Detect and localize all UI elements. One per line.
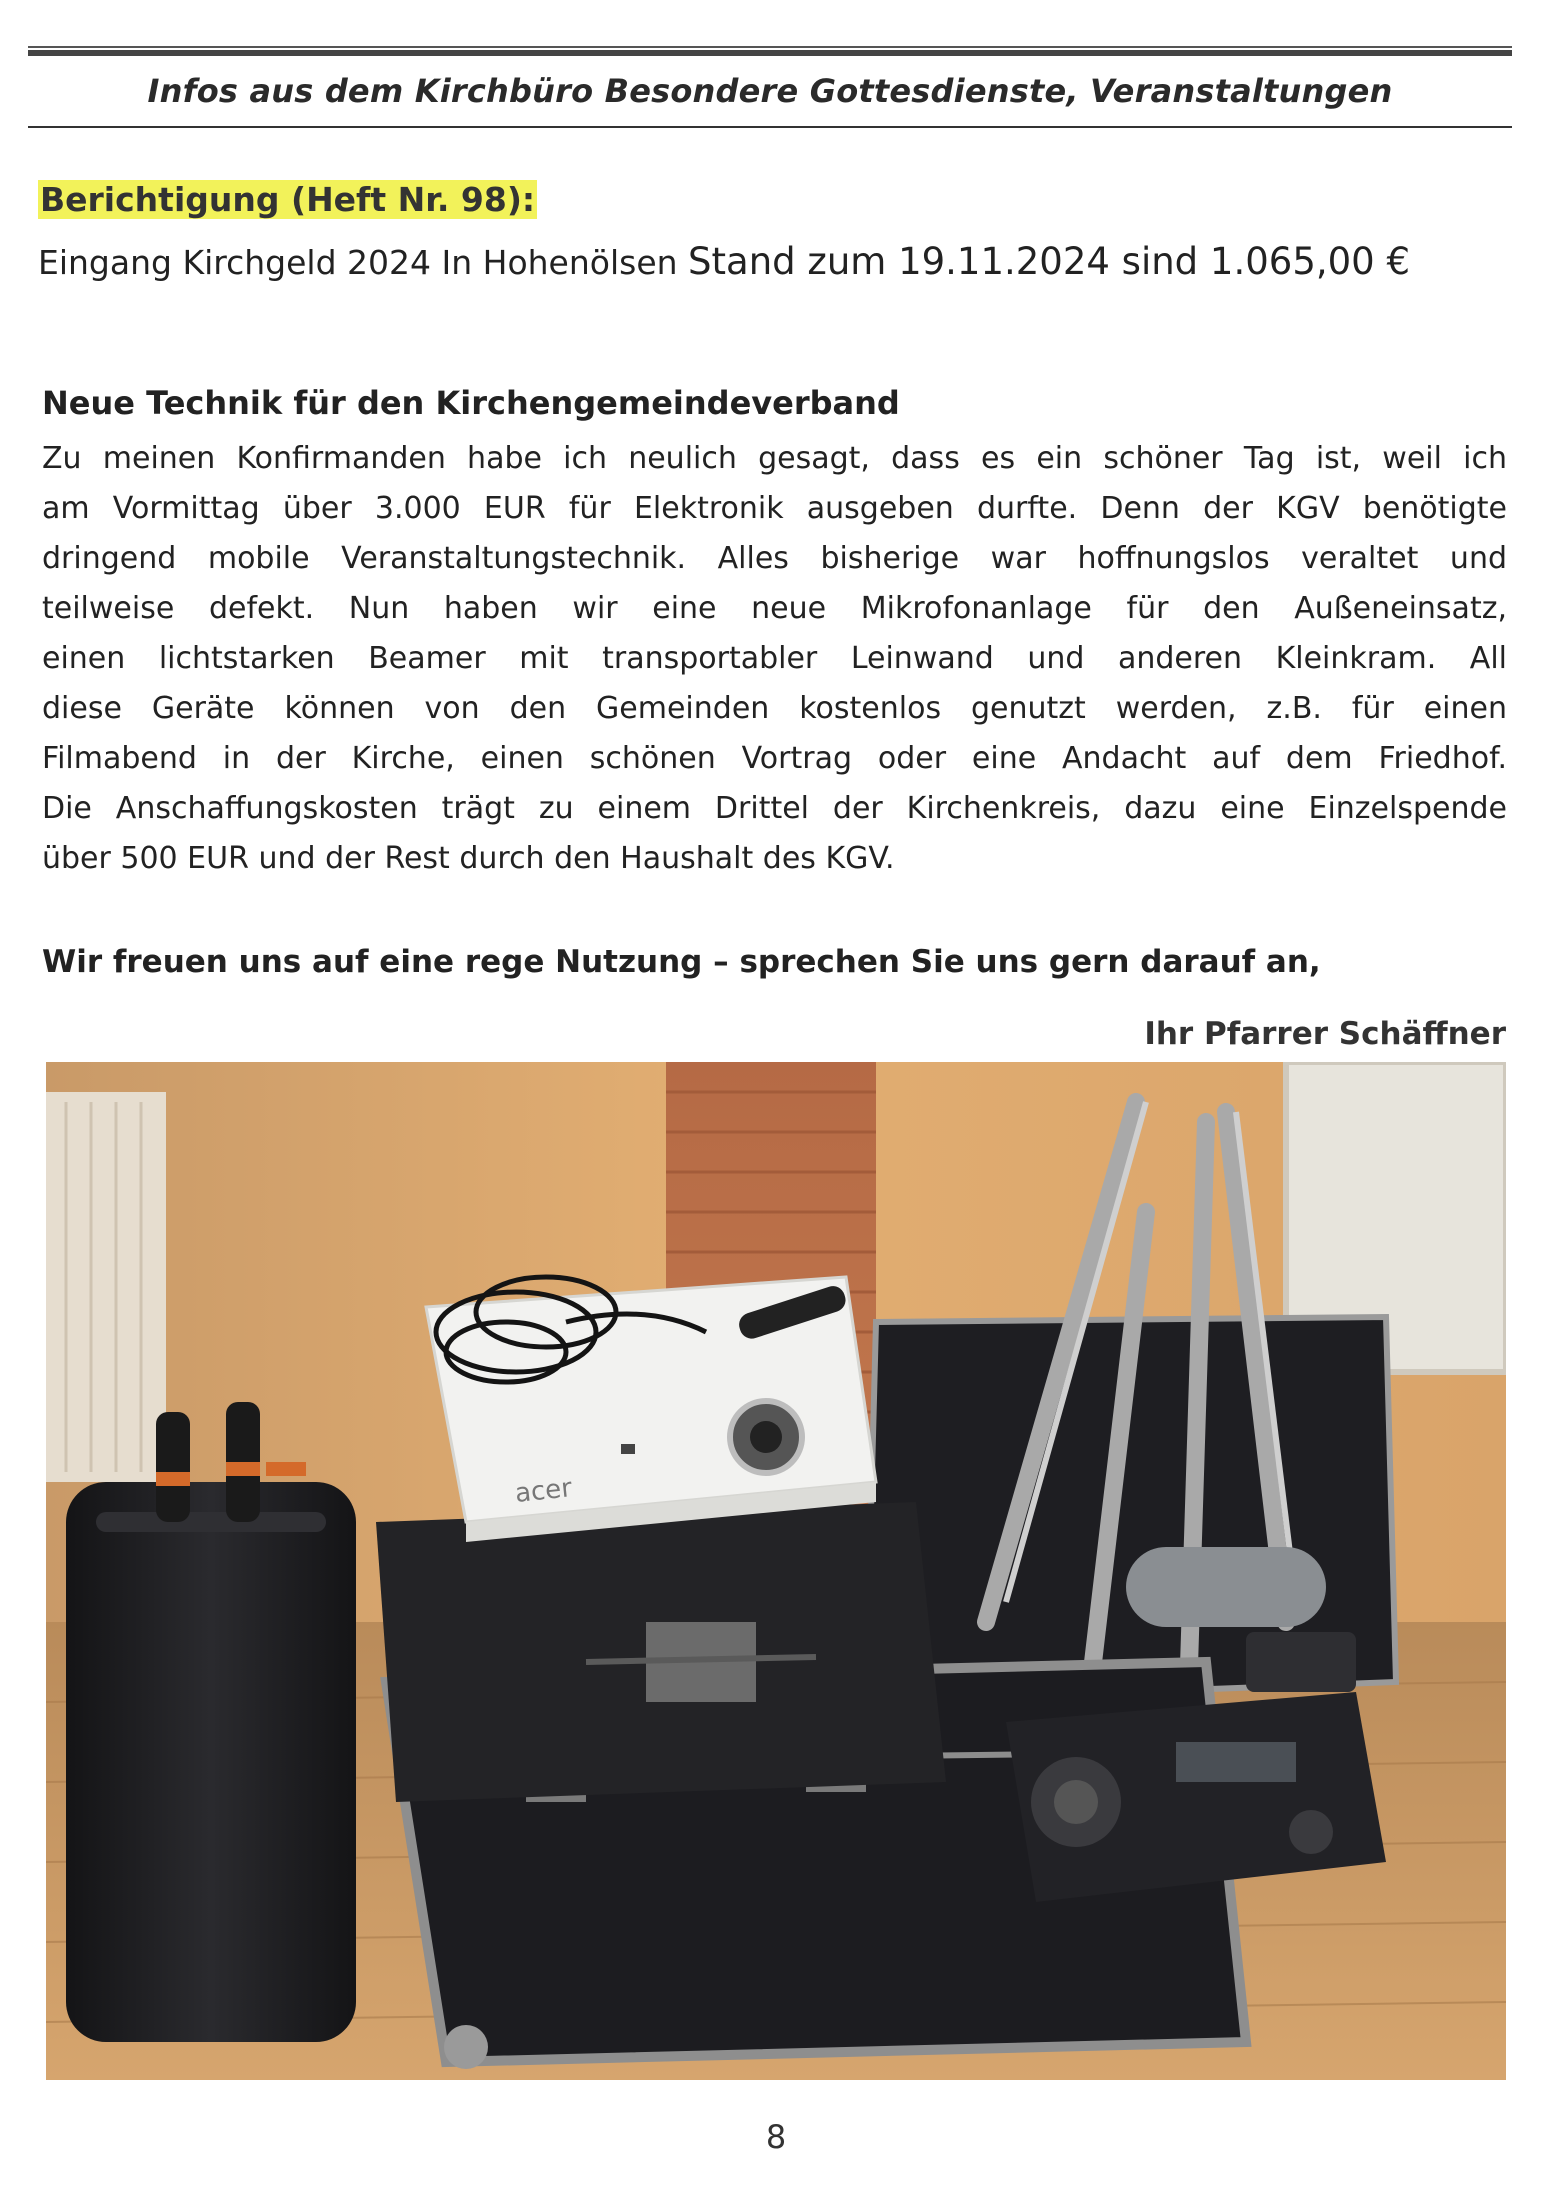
page-number: 8 bbox=[765, 2118, 787, 2156]
jbl-speaker bbox=[66, 1402, 356, 2042]
correction-text-part2: Stand zum 19.11.2024 sind 1.065,00 € bbox=[688, 240, 1411, 283]
closing-line: Wir freuen uns auf eine rege Nutzung – sprechen Sie uns gern darauf an, bbox=[42, 944, 1321, 980]
article-line: dringend mobile Veranstaltungstechnik. Alles bisherige war hoffnungslos veraltet und bbox=[42, 541, 1507, 576]
page-header: Infos aus dem Kirchbüro Besondere Gottesdienste, Veranstaltungen bbox=[147, 72, 1393, 110]
article-line: am Vormittag über 3.000 EUR für Elektronik ausgeben durfte. Denn der KGV benötigte bbox=[42, 491, 1507, 526]
correction-heading bbox=[38, 180, 537, 219]
equipment-photo bbox=[46, 1062, 1506, 2080]
article-title: Neue Technik für den Kirchengemeindeverband bbox=[42, 384, 900, 422]
article-line: teilweise defekt. Nun haben wir eine neue Mikrofonanlage für den Außeneinsatz, bbox=[42, 591, 1507, 626]
header-rule bbox=[28, 126, 1512, 128]
article-body bbox=[42, 434, 1507, 884]
article-line: diese Geräte können von den Gemeinden kostenlos genutzt werden, z.B. für einen bbox=[42, 691, 1507, 726]
signature: Ihr Pfarrer Schäffner bbox=[1144, 1016, 1506, 1052]
article-line: Filmabend in der Kirche, einen schönen Vortrag oder eine Andacht auf dem Friedhof. bbox=[42, 741, 1507, 776]
article-line: Die Anschaffungskosten trägt zu einem Drittel der Kirchenkreis, dazu eine Einzelspende bbox=[42, 791, 1507, 826]
article-line: Zu meinen Konfirmanden habe ich neulich gesagt, dass es ein schöner Tag ist, weil ich bbox=[42, 441, 1507, 476]
correction-heading-text: Berichtigung (Heft Nr. 98): bbox=[40, 180, 536, 219]
article-line: über 500 EUR und der Rest durch den Haushalt des KGV. bbox=[42, 841, 895, 876]
correction-text bbox=[38, 240, 1410, 283]
correction-text-part1: Eingang Kirchgeld 2024 In Hohenölsen bbox=[38, 243, 689, 282]
header-double-rule bbox=[28, 46, 1512, 56]
radiator bbox=[46, 1092, 166, 1482]
bluetooth-speaker bbox=[1126, 1547, 1326, 1627]
projector-brand: acer bbox=[513, 1473, 574, 1509]
article-line: einen lichtstarken Beamer mit transportabler Leinwand und anderen Kleinkram. All bbox=[42, 641, 1507, 676]
